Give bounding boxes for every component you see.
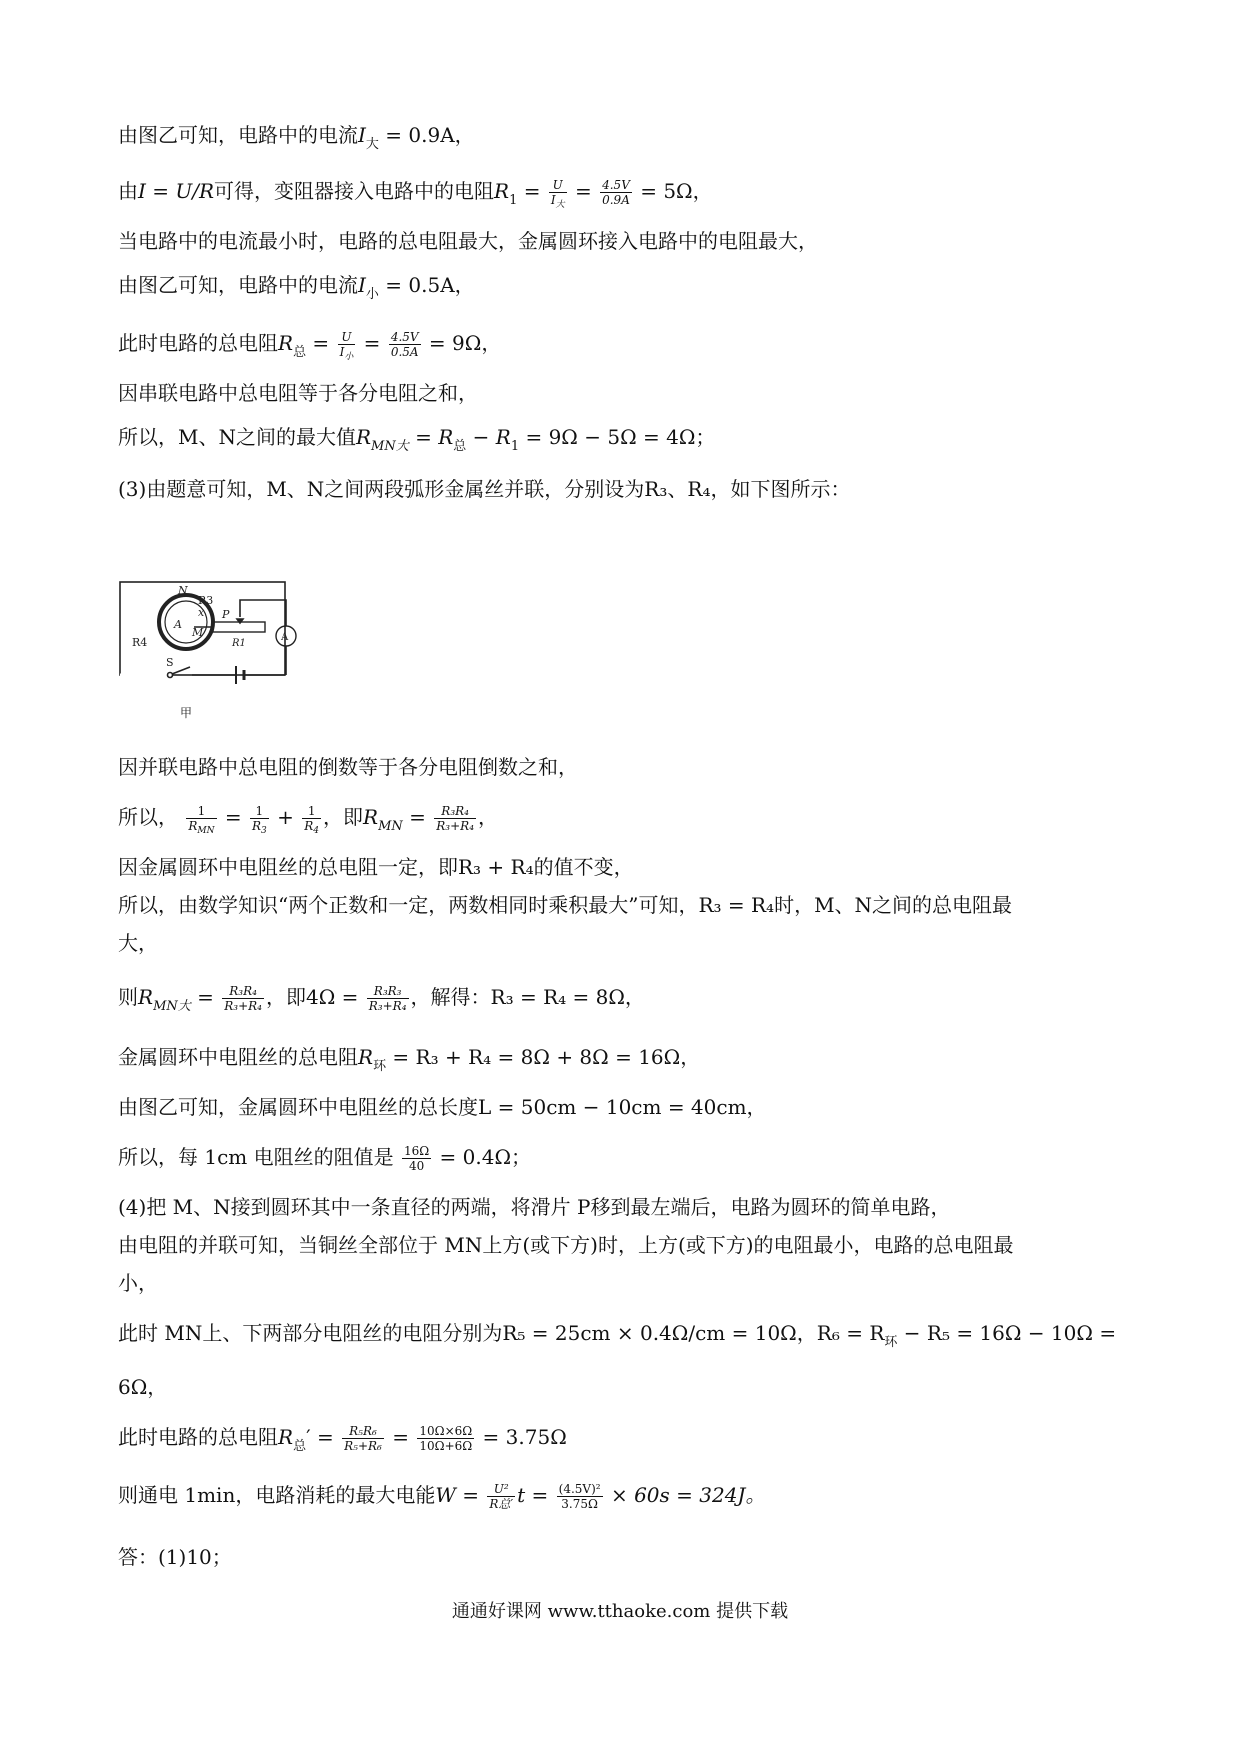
fraction: $\frac{4.5V}{0.5A}$ bbox=[390, 330, 419, 359]
text-line-14: 则$R_{MN大}$ = $\frac{\text{R₃R₄}}{\text{R₃+R₄}}$ ，即4Ω = $\frac{\text{R₃R₃}}{\text{R₃+R₄}}$ ，解得：R₃ = R₄ = 8Ω， bbox=[118, 984, 645, 1014]
text-line-23: 此时电路的总电阻$R_总'$ = $\frac{\text{R₅R₆}}{\text{R₅+R₆}}$ = $\frac{10\Omega\times 6\Omega}{10\Omega+6\Omega}$ = 3.75Ω bbox=[118, 1424, 567, 1454]
fraction: $\frac{\text{R₃R₄}}{\text{R₃+R₄}}$ bbox=[436, 804, 475, 833]
text-line-3: 当电路中的电流最小时，电路的总电阻最大，金属圆环接入电路中的电阻最大， bbox=[118, 229, 818, 253]
fraction: $\frac{\text{U²}}{\text{R总′}}$ bbox=[489, 1482, 514, 1511]
page-footer: 通通好课网 www.tthaoke.com 提供下载 bbox=[451, 1601, 789, 1622]
text-line-25: 答：(1)10； bbox=[118, 1545, 232, 1569]
text-line-21: 此时 MN上、下两部分电阻丝的电阻分别为R₅ = 25cm × 0.4Ω/cm = 10Ω，$R_6 = R_环 - R_5 = 16\Omega - 10\Omega$ = bbox=[118, 1321, 1117, 1350]
figure-label: x bbox=[198, 606, 205, 619]
figure-label: R4 bbox=[132, 636, 148, 649]
figure-label: M bbox=[192, 626, 204, 639]
fraction: $\frac{\text{R₃R₃}}{\text{R₃+R₄}}$ bbox=[368, 984, 407, 1013]
figure-label: A bbox=[281, 632, 289, 643]
figure-label: A bbox=[174, 618, 182, 631]
text-line-24: 则通电 1min，电路消耗的最大电能W = $\frac{\text{U²}}{\text{R总′}}$ t = $\frac{\text{(4.5V)²}}{3.75\Omega}$ × 60s = 324J。 bbox=[118, 1482, 766, 1511]
text-line-22: 6Ω， bbox=[118, 1375, 168, 1399]
text-line-13: 大， bbox=[118, 931, 158, 955]
circuit-diagram bbox=[118, 572, 330, 730]
fraction: $\frac{1}{R_4}$ bbox=[304, 804, 320, 836]
text-line-10: 所以， $\frac{1}{R_{MN}}$ = $\frac{1}{R_3}$ + $\frac{1}{R_4}$ ，即$R_{MN}$ = $\frac{\text{R₃R₄}}{\text{R₃+R₄}}$ ， bbox=[118, 804, 499, 836]
fraction: $\frac{\text{R₅R₆}}{\text{R₅+R₆}}$ bbox=[344, 1424, 382, 1453]
text-line-16: 由图乙可知，金属圆环中电阻丝的总长度L = 50cm − 10cm = 40cm， bbox=[118, 1095, 767, 1119]
fraction: $\frac{4.5V}{0.9A}$ bbox=[602, 178, 630, 207]
text-line-15: 金属圆环中电阻丝的总电阻$R_环 = R_3 + R_4 = 8\Omega + 8\Omega = 16\Omega$， bbox=[118, 1045, 701, 1074]
fraction: $\frac{10\Omega\times 6\Omega}{10\Omega+6\Omega}$ bbox=[419, 1424, 473, 1453]
figure-label: S bbox=[166, 656, 174, 669]
text-line-6: 因串联电路中总电阻等于各分电阻之和， bbox=[118, 381, 478, 405]
fraction: $\frac{U}{I_大}$ bbox=[550, 178, 565, 210]
text-line-12: 所以，由数学知识“两个正数和一定，两数相同时乘积最大”可知，R₃ = R₄时，M、N之间的总电阻最 bbox=[118, 893, 1013, 917]
text-line-4: 由图乙可知，电路中的电流$I_小 = 0.5A$， bbox=[118, 273, 475, 302]
text-line-2: 由I = U/R可得，变阻器接入电路中的电阻$R_1$ = $\frac{U}{I_大}$ = $\frac{4.5V}{0.9A}$ = 5Ω， bbox=[118, 178, 713, 210]
fraction: $\frac{1}{R_3}$ bbox=[251, 804, 267, 836]
text-line-9: 因并联电路中总电阻的倒数等于各分电阻倒数之和， bbox=[118, 755, 578, 779]
text-line-7: 所以，M、N之间的最大值$R_{MN大} = R_总 - R_1 = 9\Omega - 5\Omega = 4\Omega$； bbox=[118, 425, 716, 454]
text-line-19: 由电阻的并联可知，当铜丝全部位于 MN上方(或下方)时，上方(或下方)的电阻最小，电路的总电阻最 bbox=[118, 1233, 1014, 1257]
figure-label: N bbox=[178, 584, 188, 597]
text-line-17: 所以，每 1cm 电阻丝的阻值是 $\frac{16\Omega}{40}$ = 0.4Ω； bbox=[118, 1144, 532, 1173]
text-line-8: (3)由题意可知，M、N之间两段弧形金属丝并联，分别设为R₃、R₄，如下图所示： bbox=[118, 477, 851, 501]
fraction: $\frac{16\Omega}{40}$ bbox=[403, 1144, 430, 1173]
text-line-1: 由图乙可知，电路中的电流$I_大 = 0.9A$， bbox=[118, 123, 475, 152]
fraction: $\frac{1}{R_{MN}}$ bbox=[188, 804, 215, 836]
fraction: $\frac{\text{R₃R₄}}{\text{R₃+R₄}}$ bbox=[224, 984, 262, 1013]
text-line-11: 因金属圆环中电阻丝的总电阻一定，即R₃ + R₄的值不变， bbox=[118, 855, 634, 879]
fraction: $\frac{U}{I_小}$ bbox=[339, 330, 354, 362]
text-line-5: 此时电路的总电阻$R_总$ = $\frac{U}{I_小}$ = $\frac{4.5V}{0.5A}$ = 9Ω， bbox=[118, 330, 502, 362]
fraction: $\frac{\text{(4.5V)²}}{3.75\Omega}$ bbox=[558, 1482, 601, 1511]
figure-caption: 甲 bbox=[180, 706, 193, 720]
figure-label: R3 bbox=[198, 594, 214, 607]
text-line-20: 小， bbox=[118, 1271, 158, 1295]
figure-label: P bbox=[222, 608, 230, 621]
text-line-18: (4)把 M、N接到圆环其中一条直径的两端，将滑片 P移到最左端后，电路为圆环的简单电路， bbox=[118, 1195, 951, 1219]
figure-label: R1 bbox=[232, 638, 246, 649]
